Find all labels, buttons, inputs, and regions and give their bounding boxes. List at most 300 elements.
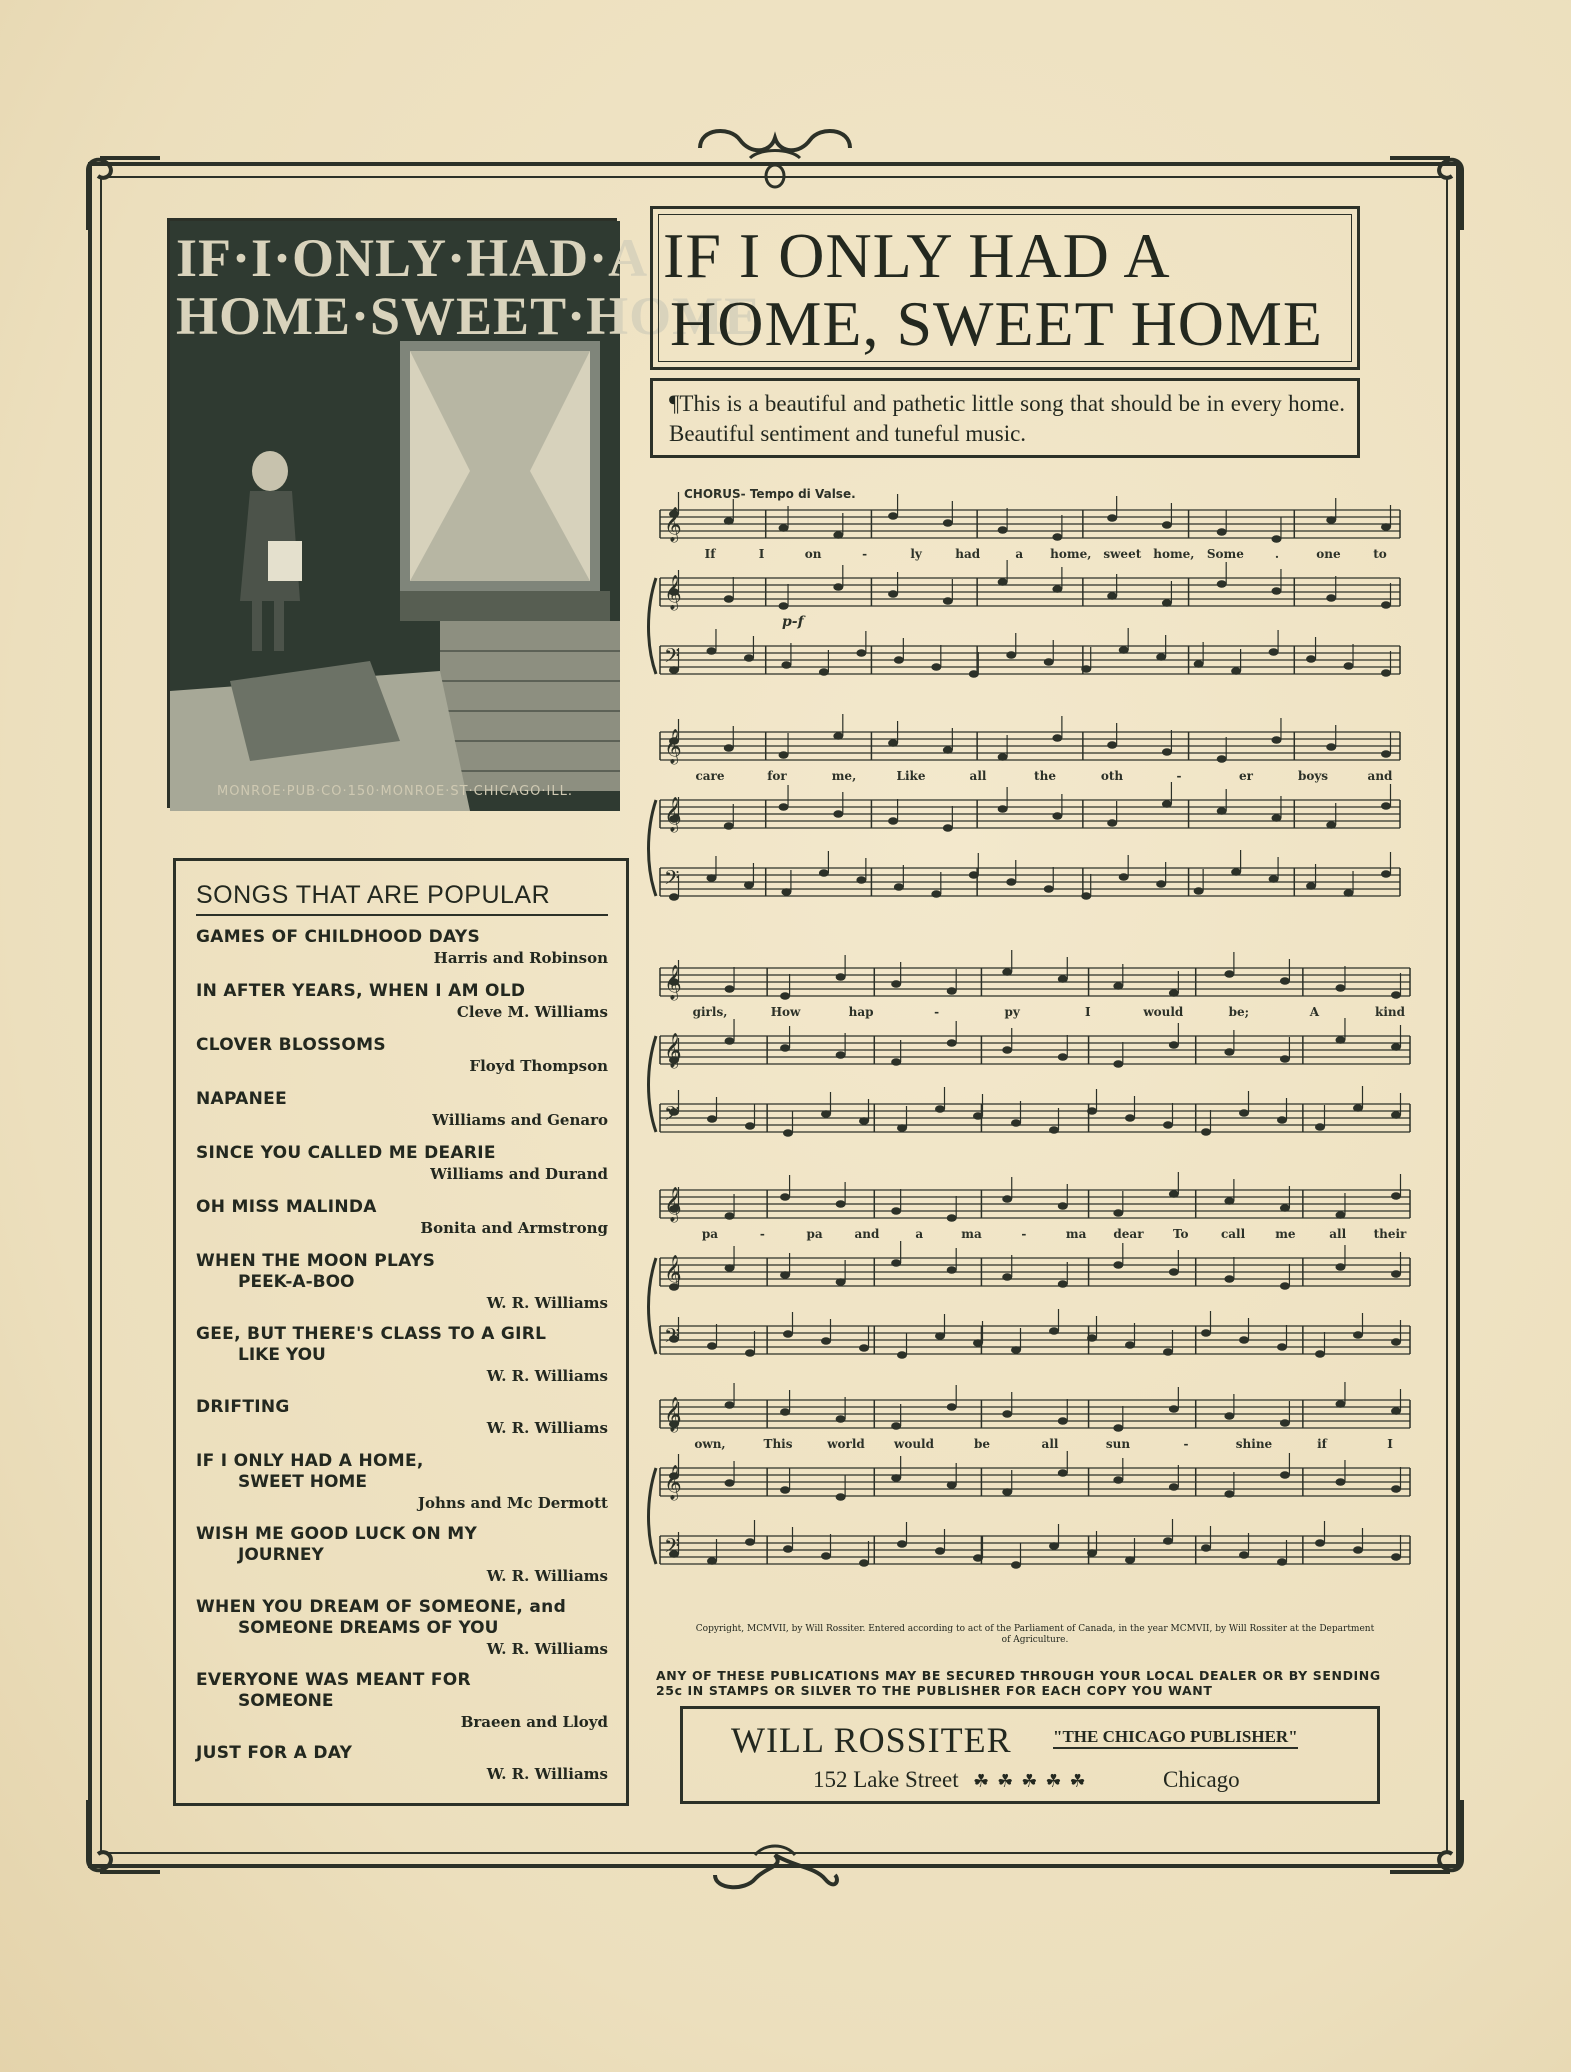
piano-bass-note	[821, 1337, 831, 1345]
piano-bass-note	[1087, 1549, 1097, 1557]
lyric-word: be;	[1228, 1005, 1250, 1019]
lyric-word: all	[969, 769, 987, 783]
piano-bass-note	[1231, 667, 1241, 675]
voice-note	[1326, 743, 1336, 751]
piano-bass-note	[897, 1124, 907, 1132]
voice-note	[725, 1212, 735, 1220]
publisher-box	[680, 1706, 1380, 1804]
voice-note	[1162, 521, 1172, 529]
piano-bass-note	[859, 1117, 869, 1125]
song-entry-title: GEE, BUT THERE'S CLASS TO A GIRL	[196, 1324, 547, 1344]
lyric-word: er	[1239, 769, 1253, 783]
piano-bass-note	[1125, 1556, 1135, 1564]
voice-note	[891, 980, 901, 988]
piano-bass-note	[1239, 1551, 1249, 1559]
song-entry-title-continued: PEEK-A-BOO	[238, 1272, 355, 1292]
song-entry	[196, 1089, 608, 1130]
publisher-name: WILL ROSSITER	[731, 1720, 1012, 1760]
song-entry-title: OH MISS MALINDA	[196, 1197, 377, 1217]
song-entry-authors: Cleve M. Williams	[456, 1003, 608, 1021]
piano-bass-note	[1163, 1348, 1173, 1356]
piano-bass-note	[1201, 1544, 1211, 1552]
piano-bass-note	[897, 1540, 907, 1548]
piano-bass-note	[783, 1330, 793, 1338]
voice-note	[1113, 982, 1123, 990]
piano-bass-note	[1306, 882, 1316, 890]
copyright-notice: Copyright, MCMVII, by Will Rossiter. Entered according to act of the Parliament of Canada, in the year MCMVII, by Will Rossiter at the Department of Agriculture.	[695, 1624, 1375, 1645]
piano-chord-note	[1280, 1471, 1290, 1479]
piano-bass-note	[1006, 878, 1016, 886]
lyric-word: pa	[701, 1227, 719, 1241]
lyric-word: ly	[910, 547, 922, 561]
piano-chord-note	[1280, 1282, 1290, 1290]
lyric-word: own,	[694, 1437, 726, 1451]
piano-bass-note	[897, 1351, 907, 1359]
piano-bass-note	[1119, 873, 1129, 881]
piano-chord-note	[1280, 1055, 1290, 1063]
lyric-word: and	[1367, 769, 1393, 783]
voice-note	[1052, 734, 1062, 742]
piano-bass-note	[1391, 1111, 1401, 1119]
voice-note	[1326, 516, 1336, 524]
voice-note	[780, 992, 790, 1000]
piano-bass-note	[1194, 887, 1204, 895]
lyric-word: -	[1176, 769, 1182, 783]
piano-chord-note	[1391, 1485, 1401, 1493]
piano-brace	[649, 1258, 657, 1354]
voice-note	[1002, 968, 1012, 976]
piano-bass-note	[1201, 1128, 1211, 1136]
piano-chord-note	[1326, 821, 1336, 829]
song-entry	[196, 1197, 608, 1238]
piano-bass-note	[1049, 1327, 1059, 1335]
voice-note	[780, 1193, 790, 1201]
lyric-word: -	[1183, 1437, 1189, 1451]
piano-bass-note	[1044, 658, 1054, 666]
treble-clef: 𝄞	[664, 507, 682, 542]
piano-bass-note	[1044, 885, 1054, 893]
song-entry-title: NAPANEE	[196, 1089, 287, 1109]
lyric-word: -	[759, 1227, 765, 1241]
cover-title: IF·I·ONLY·HAD·A HOME·SWEET·HOME	[176, 228, 762, 346]
treble-clef: 𝄞	[664, 729, 682, 764]
song-entry-title: WHEN THE MOON PLAYS	[196, 1251, 436, 1271]
piano-chord-note	[1113, 1261, 1123, 1269]
song-entry-title: IN AFTER YEARS, WHEN I AM OLD	[196, 981, 526, 1001]
piano-chord-note	[780, 1486, 790, 1494]
song-title-line-1: IF I ONLY HAD A	[663, 220, 1171, 291]
piano-bass-note	[1239, 1336, 1249, 1344]
piano-bass-note	[1315, 1123, 1325, 1131]
lyric-word: Some	[1206, 547, 1244, 561]
publisher-tagline: "THE CHICAGO PUBLISHER"	[1053, 1727, 1298, 1749]
piano-bass-note	[1381, 870, 1391, 878]
lyric-word: the	[1034, 769, 1056, 783]
piano-brace	[649, 1036, 657, 1132]
song-entry-authors: W. R. Williams	[486, 1640, 608, 1658]
song-entry-authors: W. R. Williams	[486, 1367, 608, 1385]
lyric-word: one	[1316, 547, 1341, 561]
treble-clef: 𝄞	[664, 1465, 682, 1500]
piano-chord-note	[779, 803, 789, 811]
song-entry-title: GAMES OF CHILDHOOD DAYS	[196, 927, 481, 947]
lyric-word: I	[1084, 1005, 1091, 1019]
song-entry	[196, 1524, 608, 1586]
voice-note	[1162, 748, 1172, 756]
song-entry	[196, 1143, 608, 1184]
piano-brace	[649, 1468, 657, 1564]
treble-clef: 𝄞	[664, 1187, 682, 1222]
song-entry-title-continued: SWEET HOME	[238, 1472, 367, 1492]
lyric-word: care	[695, 769, 725, 783]
lyric-word: all	[1329, 1227, 1347, 1241]
voice-note	[1058, 1417, 1068, 1425]
piano-chord-note	[947, 1039, 957, 1047]
voice-note	[1169, 1405, 1179, 1413]
voice-note	[1002, 1410, 1012, 1418]
voice-note	[1107, 741, 1117, 749]
voice-note	[947, 1403, 957, 1411]
song-entry	[196, 1397, 608, 1438]
piano-bass-note	[1087, 1334, 1097, 1342]
piano-chord-note	[1169, 1041, 1179, 1049]
lyric-word: If	[704, 547, 716, 561]
song-entry	[196, 981, 608, 1022]
piano-chord-note	[1224, 1490, 1234, 1498]
piano-chord-note	[891, 1058, 901, 1066]
piano-bass-note	[1306, 655, 1316, 663]
song-entry-title: WHEN YOU DREAM OF SOMEONE, and	[196, 1597, 567, 1617]
piano-chord-note	[891, 1474, 901, 1482]
piano-bass-note	[1081, 665, 1091, 673]
voice-note	[891, 1207, 901, 1215]
piano-bass-note	[894, 883, 904, 891]
piano-bass-note	[1353, 1331, 1363, 1339]
song-entry-title: WISH ME GOOD LUCK ON MY	[196, 1524, 478, 1544]
piano-bass-note	[1315, 1350, 1325, 1358]
piano-bass-note	[973, 1554, 983, 1562]
piano-bass-note	[1087, 1107, 1097, 1115]
ordering-notice: ANY OF THESE PUBLICATIONS MAY BE SECURED THROUGH YOUR LOCAL DEALER OR BY SENDING 25c IN STAMPS OR SILVER TO THE PUBLISHER FOR EACH COPY YOU WANT	[656, 1668, 1381, 1698]
piano-bass-note	[1049, 1126, 1059, 1134]
voice-note	[998, 526, 1008, 534]
lyric-word: sweet	[1103, 547, 1142, 561]
piano-bass-note	[1006, 651, 1016, 659]
piano-bass-note	[745, 1538, 755, 1546]
voice-note	[943, 519, 953, 527]
piano-chord-note	[1326, 594, 1336, 602]
lyric-word: hap	[848, 1005, 874, 1019]
lyric-word: and	[854, 1227, 880, 1241]
voice-note	[779, 751, 789, 759]
voice-note	[943, 746, 953, 754]
piano-chord-note	[725, 1479, 735, 1487]
song-entry	[196, 927, 608, 968]
piano-chord-note	[1107, 592, 1117, 600]
voice-note	[947, 987, 957, 995]
treble-clef: 𝄞	[664, 1397, 682, 1432]
piano-chord-note	[1224, 1048, 1234, 1056]
piano-bass-note	[973, 1112, 983, 1120]
piano-chord-note	[1002, 1488, 1012, 1496]
piano-bass-note	[1163, 1121, 1173, 1129]
lyric-word: pa	[806, 1227, 823, 1241]
lyric-word: a	[915, 1227, 924, 1241]
voice-note	[1169, 989, 1179, 997]
bass-clef: 𝄢	[664, 1324, 680, 1352]
lyric-word: had	[955, 547, 981, 561]
voice-note	[891, 1422, 901, 1430]
lyric-word: To	[1172, 1227, 1189, 1241]
piano-chord-note	[1052, 585, 1062, 593]
voice-note	[1169, 1190, 1179, 1198]
piano-chord-note	[1107, 819, 1117, 827]
lyric-word: sun	[1105, 1437, 1131, 1451]
piano-bass-note	[1391, 1338, 1401, 1346]
corner-ornament-bottom-left	[80, 1790, 170, 1880]
voice-note	[1224, 970, 1234, 978]
song-entry-authors: Williams and Durand	[430, 1165, 608, 1183]
treble-clef: 𝄞	[664, 797, 682, 832]
song-entry-authors: W. R. Williams	[486, 1419, 608, 1437]
lyric-word: me	[1275, 1227, 1296, 1241]
piano-chord-note	[836, 1051, 846, 1059]
lyric-word: be	[973, 1437, 991, 1451]
piano-chord-note	[780, 1044, 790, 1052]
song-entry-authors: Williams and Genaro	[432, 1111, 608, 1129]
lyric-word: girls,	[692, 1005, 728, 1019]
piano-chord-note	[1113, 1476, 1123, 1484]
piano-chord-note	[1381, 802, 1391, 810]
top-scroll-ornament	[690, 118, 860, 188]
piano-bass-note	[931, 663, 941, 671]
voice-note	[1002, 1195, 1012, 1203]
piano-bass-note	[1194, 660, 1204, 668]
song-entry	[196, 1324, 608, 1386]
lyric-word: world	[827, 1437, 865, 1451]
piano-chord-note	[1391, 1270, 1401, 1278]
lyric-word: to	[1373, 547, 1387, 561]
lyric-word: .	[1274, 547, 1280, 561]
piano-chord-note	[1002, 1273, 1012, 1281]
piano-chord-note	[947, 1481, 957, 1489]
piano-chord-note	[1217, 580, 1227, 588]
corner-ornament-top-left	[80, 150, 170, 240]
piano-chord-note	[780, 1271, 790, 1279]
sheet-music	[650, 480, 1410, 1620]
piano-bass-note	[707, 1557, 717, 1565]
piano-bass-note	[1344, 662, 1354, 670]
piano-chord-note	[1217, 807, 1227, 815]
voice-note	[1217, 755, 1227, 763]
voice-note	[1058, 975, 1068, 983]
voice-note	[1271, 736, 1281, 744]
song-entry-authors: Johns and Mc Dermott	[417, 1494, 608, 1512]
clover-ornaments: ☘☘☘☘☘	[973, 1771, 1094, 1791]
song-entry-title: CLOVER BLOSSOMS	[196, 1035, 386, 1055]
voice-note	[725, 1401, 735, 1409]
song-entry-title-continued: LIKE YOU	[238, 1345, 326, 1365]
song-entry	[196, 1035, 608, 1076]
lyric-word: if	[1317, 1437, 1327, 1451]
tempo-marking: CHORUS- Tempo di Valse.	[684, 487, 856, 501]
song-entry-authors: Braeen and Lloyd	[460, 1713, 608, 1731]
voice-note	[1381, 750, 1391, 758]
lyric-word: py	[1004, 1005, 1020, 1019]
lyric-word: their	[1373, 1227, 1407, 1241]
bottom-scroll-ornament	[705, 1835, 845, 1895]
piano-chord-note	[724, 822, 734, 830]
piano-bass-note	[1011, 1561, 1021, 1569]
piano-bass-note	[669, 893, 679, 901]
song-entry	[196, 1743, 608, 1784]
lyric-word: -	[934, 1005, 940, 1019]
piano-bass-note	[1201, 1329, 1211, 1337]
voice-note	[947, 1214, 957, 1222]
piano-chord-note	[833, 810, 843, 818]
piano-bass-note	[819, 869, 829, 877]
voice-note	[1335, 984, 1345, 992]
song-description: ¶This is a beautiful and pathetic little song that should be in every home. Beautiful sentiment and tuneful music.	[669, 391, 1345, 446]
piano-bass-note	[1156, 653, 1166, 661]
piano-chord-note	[779, 602, 789, 610]
publisher-address: 152 Lake Street	[813, 1767, 959, 1792]
piano-bass-note	[1277, 1343, 1287, 1351]
voice-note	[1335, 1400, 1345, 1408]
piano-bass-note	[1344, 889, 1354, 897]
voice-note	[1391, 1192, 1401, 1200]
lyric-word: on	[804, 547, 822, 561]
piano-bass-note	[745, 1349, 755, 1357]
piano-bass-note	[1011, 1119, 1021, 1127]
lyric-word: all	[1041, 1437, 1059, 1451]
piano-chord-note	[1113, 1060, 1123, 1068]
treble-clef: 𝄞	[664, 575, 682, 610]
piano-chord-note	[943, 597, 953, 605]
cover-publisher-line: MONROE·PUB·CO·150·MONROE·ST·CHICAGO·ILL.	[216, 784, 573, 799]
lyric-word: ma	[961, 1227, 982, 1241]
lyric-word: I	[758, 547, 765, 561]
lyric-word: -	[1021, 1227, 1027, 1241]
piano-brace	[649, 578, 657, 674]
piano-bass-note	[1353, 1104, 1363, 1112]
piano-bass-note	[1381, 669, 1391, 677]
song-entry-title: IF I ONLY HAD A HOME,	[196, 1451, 424, 1471]
piano-bass-note	[935, 1105, 945, 1113]
lyric-word: boys	[1297, 769, 1329, 783]
piano-chord-note	[1058, 1469, 1068, 1477]
voice-note	[725, 985, 735, 993]
voice-note	[1217, 528, 1227, 536]
voice-note	[836, 1415, 846, 1423]
lyric-word: kind	[1375, 1005, 1405, 1019]
piano-chord-note	[1224, 1275, 1234, 1283]
voice-note	[836, 973, 846, 981]
bass-clef: 𝄢	[664, 1534, 680, 1562]
piano-chord-note	[1271, 587, 1281, 595]
piano-bass-note	[783, 1129, 793, 1137]
piano-bass-note	[745, 1122, 755, 1130]
piano-bass-note	[821, 1552, 831, 1560]
voice-note	[1224, 1197, 1234, 1205]
song-entry	[196, 1451, 608, 1513]
piano-chord-note	[1335, 1036, 1345, 1044]
popular-songs-box	[173, 858, 629, 1806]
piano-bass-note	[781, 888, 791, 896]
song-entry-authors: Bonita and Armstrong	[420, 1219, 608, 1237]
piano-bass-note	[1269, 875, 1279, 883]
lyric-word: I	[1387, 1437, 1393, 1451]
piano-bass-note	[1125, 1341, 1135, 1349]
piano-chord-note	[1002, 1046, 1012, 1054]
voice-note	[1280, 977, 1290, 985]
piano-chord-note	[1381, 601, 1391, 609]
voice-note	[836, 1200, 846, 1208]
piano-chord-note	[725, 1264, 735, 1272]
song-entry-authors: W. R. Williams	[486, 1294, 608, 1312]
piano-chord-note	[833, 583, 843, 591]
song-entry	[196, 1670, 608, 1732]
piano-chord-note	[1058, 1280, 1068, 1288]
song-entry-authors: W. R. Williams	[486, 1567, 608, 1585]
voice-note	[1113, 1424, 1123, 1432]
piano-bass-note	[1231, 868, 1241, 876]
voice-note	[888, 512, 898, 520]
lyric-word: for	[767, 769, 787, 783]
piano-bass-note	[781, 661, 791, 669]
piano-bass-note	[973, 1339, 983, 1347]
voice-note	[1271, 535, 1281, 543]
piano-chord-note	[1058, 1053, 1068, 1061]
piano-brace	[649, 800, 657, 896]
piano-bass-note	[935, 1547, 945, 1555]
lyric-word: oth	[1100, 769, 1124, 783]
piano-bass-note	[1156, 880, 1166, 888]
description-box	[650, 378, 1360, 458]
piano-bass-note	[707, 1342, 717, 1350]
piano-bass-note	[744, 881, 754, 889]
piano-chord-note	[1271, 814, 1281, 822]
voice-note	[998, 753, 1008, 761]
lyric-word: would	[893, 1437, 935, 1451]
treble-clef: 𝄞	[664, 1033, 682, 1068]
piano-bass-note	[859, 1344, 869, 1352]
song-title-line-2: HOME, SWEET HOME	[670, 288, 1323, 359]
bass-clef: 𝄢	[664, 866, 680, 894]
bass-clef: 𝄢	[664, 644, 680, 672]
piano-chord-note	[888, 817, 898, 825]
song-entry	[196, 1251, 608, 1313]
song-entry-title-continued: SOMEONE	[238, 1691, 334, 1711]
piano-chord-note	[891, 1259, 901, 1267]
voice-note	[1107, 514, 1117, 522]
song-entry-title-continued: JOURNEY	[238, 1545, 324, 1565]
voice-note	[1280, 1204, 1290, 1212]
piano-bass-note	[856, 649, 866, 657]
lyric-word: a	[1015, 547, 1024, 561]
lyric-word: call	[1220, 1227, 1246, 1241]
piano-bass-note	[1011, 1346, 1021, 1354]
song-title-box	[650, 206, 1360, 370]
piano-bass-note	[969, 871, 979, 879]
piano-bass-note	[931, 890, 941, 898]
popular-songs-heading: SONGS THAT ARE POPULAR	[196, 881, 608, 916]
song-entry-authors: W. R. Williams	[486, 1765, 608, 1783]
piano-bass-note	[856, 876, 866, 884]
lyric-word: shine	[1235, 1437, 1273, 1451]
corner-ornament-bottom-right	[1380, 1790, 1470, 1880]
piano-bass-note	[1277, 1116, 1287, 1124]
